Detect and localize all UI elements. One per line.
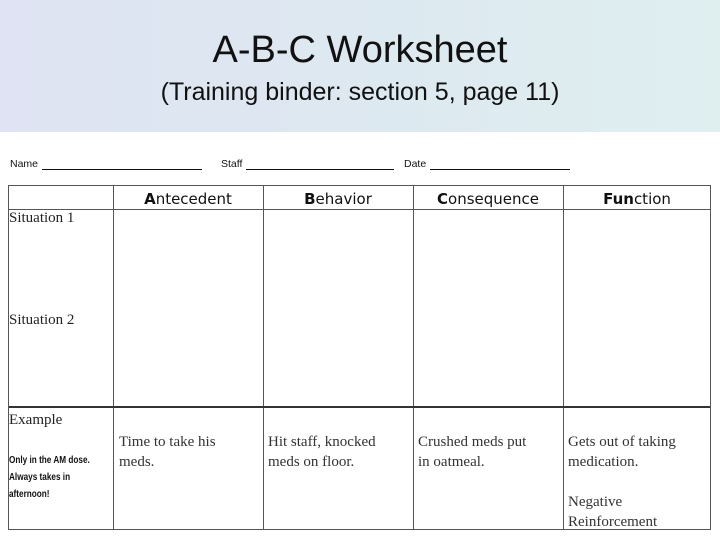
date-label: Date [404,158,427,170]
date-field[interactable] [404,158,570,170]
name-field[interactable] [10,158,202,170]
example-behavior: Hit staff, knocked meds on floor. [268,434,376,470]
page-title: A-B-C Worksheet [212,29,508,71]
staff-field[interactable] [221,158,394,170]
col-header-function: Function [603,190,671,208]
col-header-behavior: Behavior [304,190,372,208]
col-header-antecedent: Antecedent [144,190,232,208]
example-consequence: Crushed meds put in oatmeal. [418,434,527,470]
row-divider [9,406,710,408]
column-divider [413,186,414,529]
row-divider [9,209,710,210]
row-label-situation-2: Situation 2 [9,312,75,328]
row-label-example: Example [9,412,63,428]
column-divider [113,186,114,529]
column-divider [563,186,564,529]
column-divider [263,186,264,529]
name-label: Name [10,158,39,170]
title-banner [0,0,720,132]
form-fields [10,158,710,176]
page-subtitle: (Training binder: section 5, page 11) [160,78,560,106]
staff-blank[interactable] [246,158,394,170]
abc-table [8,185,711,530]
name-blank[interactable] [42,158,202,170]
row-label-situation-1: Situation 1 [9,210,75,226]
staff-label: Staff [221,158,243,170]
example-function: Gets out of taking medication. [568,434,676,470]
date-blank[interactable] [430,158,570,170]
example-function-type: Negative Reinforcement [568,494,658,530]
col-header-consequence: Consequence [437,190,539,208]
handwritten-note: Only in the AM dose. Always takes in afternoon! [9,455,90,500]
example-antecedent: Time to take his meds. [119,434,216,470]
